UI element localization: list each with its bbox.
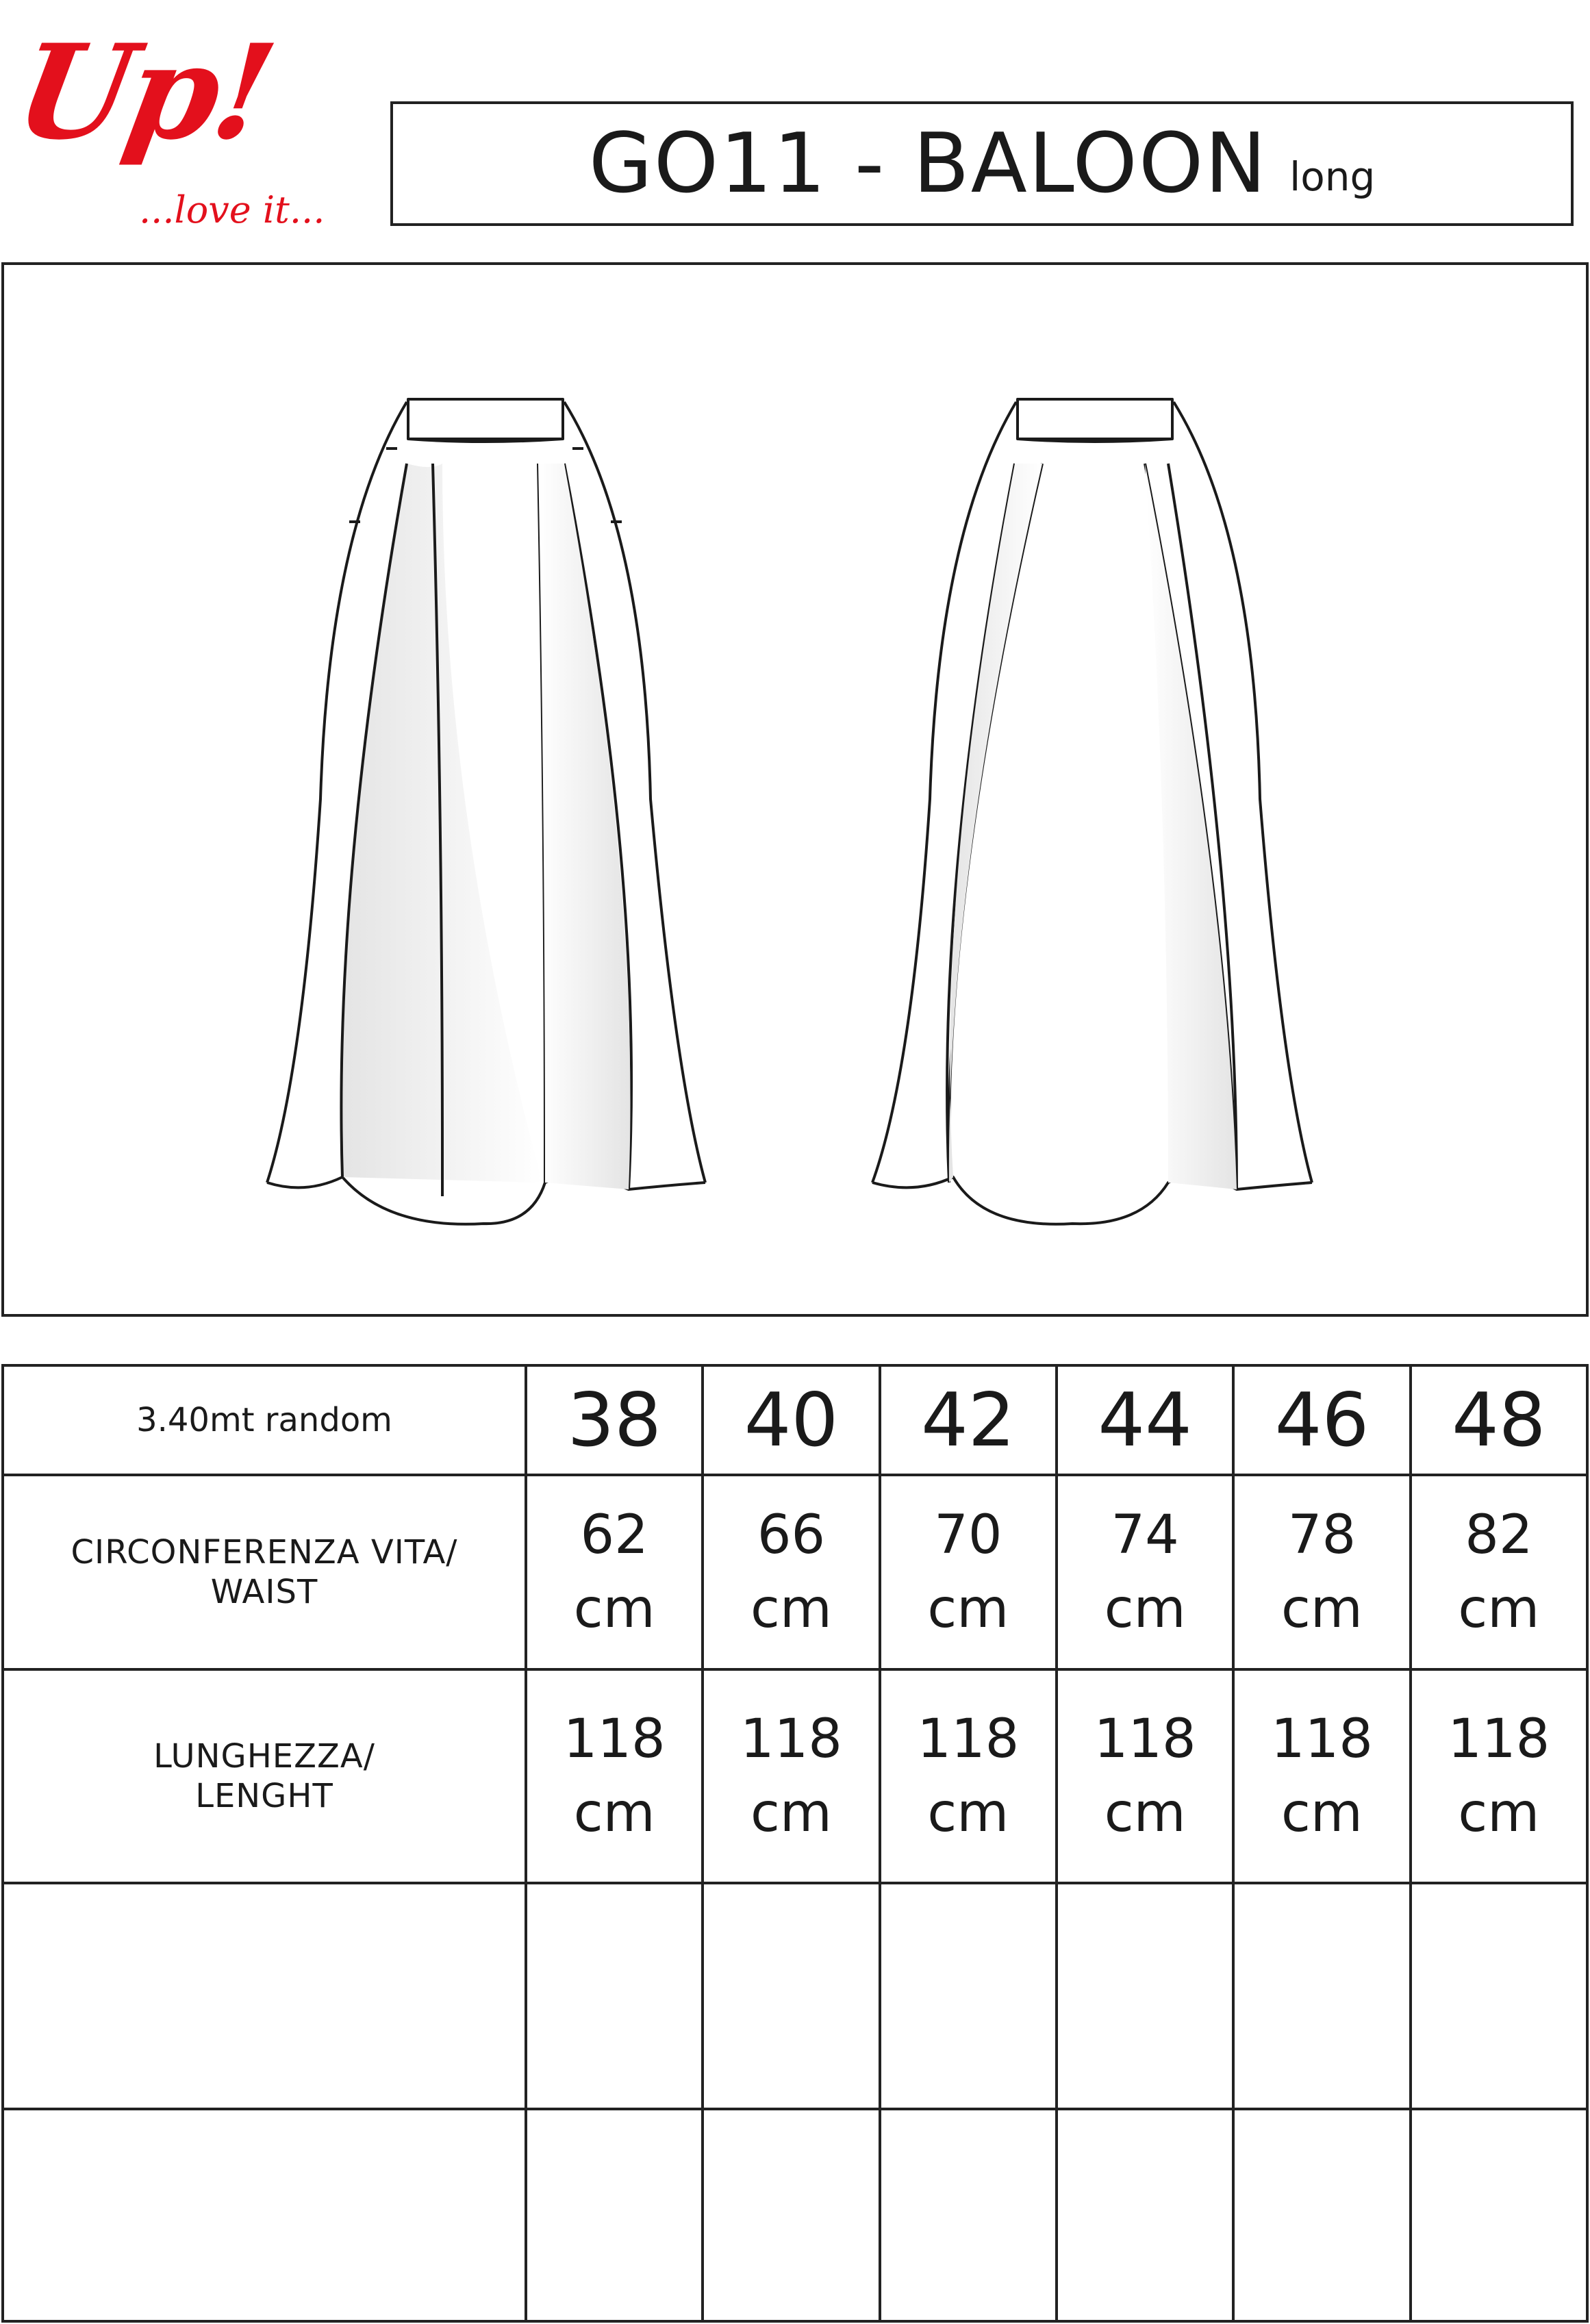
table-cell: 118 cm	[1411, 1669, 1587, 1883]
table-cell: 74 cm	[1057, 1475, 1233, 1669]
size-label: 44	[1057, 1365, 1233, 1475]
size-label: 40	[703, 1365, 879, 1475]
table-cell	[880, 1883, 1057, 2109]
size-label: 48	[1411, 1365, 1587, 1475]
table-cell: 118 cm	[880, 1669, 1057, 1883]
table-cell	[703, 1883, 879, 2109]
table-cell: 62 cm	[526, 1475, 703, 1669]
size-chart-table	[1, 1364, 1589, 2323]
table-cell	[1411, 1883, 1587, 2109]
skirt-front-view	[267, 399, 705, 1224]
technical-drawing-panel	[1, 262, 1589, 1317]
logo-tagline: ...love it...	[139, 188, 325, 231]
table-cell	[880, 2109, 1057, 2321]
size-label: 46	[1233, 1365, 1410, 1475]
skirt-drawings	[4, 265, 1586, 1314]
waist-label: CIRCONFERENZA VITA/ WAIST	[3, 1475, 526, 1669]
table-cell: 70 cm	[880, 1475, 1057, 1669]
length-row	[3, 1669, 1587, 1883]
empty-row	[3, 2109, 1587, 2321]
table-cell	[1233, 1883, 1410, 2109]
logo-text: Up!	[5, 16, 282, 168]
table-cell: 118 cm	[703, 1669, 879, 1883]
size-label: 42	[880, 1365, 1057, 1475]
model-title: GO11 - BALOON	[588, 116, 1268, 212]
table-cell	[526, 2109, 703, 2321]
length-label: LUNGHEZZA/ LENGHT	[3, 1669, 526, 1883]
table-cell	[1233, 2109, 1410, 2321]
table-cell: 78 cm	[1233, 1475, 1410, 1669]
table-cell	[3, 2109, 526, 2321]
table-cell	[3, 1883, 526, 2109]
waist-row	[3, 1475, 1587, 1669]
table-cell: 82 cm	[1411, 1475, 1587, 1669]
table-cell: 118 cm	[526, 1669, 703, 1883]
table-cell: 118 cm	[1233, 1669, 1410, 1883]
table-cell	[703, 2109, 879, 2321]
brand-logo	[5, 16, 341, 233]
table-cell: 118 cm	[1057, 1669, 1233, 1883]
model-variant: long	[1289, 153, 1376, 200]
title-box	[390, 101, 1574, 226]
table-cell: 66 cm	[703, 1475, 879, 1669]
empty-row	[3, 1883, 1587, 2109]
fabric-note: 3.40mt random	[3, 1365, 526, 1475]
table-cell	[1057, 1883, 1233, 2109]
size-label: 38	[526, 1365, 703, 1475]
table-cell	[1411, 2109, 1587, 2321]
size-header-row	[3, 1365, 1587, 1475]
skirt-back-view	[872, 399, 1312, 1224]
table-cell	[526, 1883, 703, 2109]
table-cell	[1057, 2109, 1233, 2321]
